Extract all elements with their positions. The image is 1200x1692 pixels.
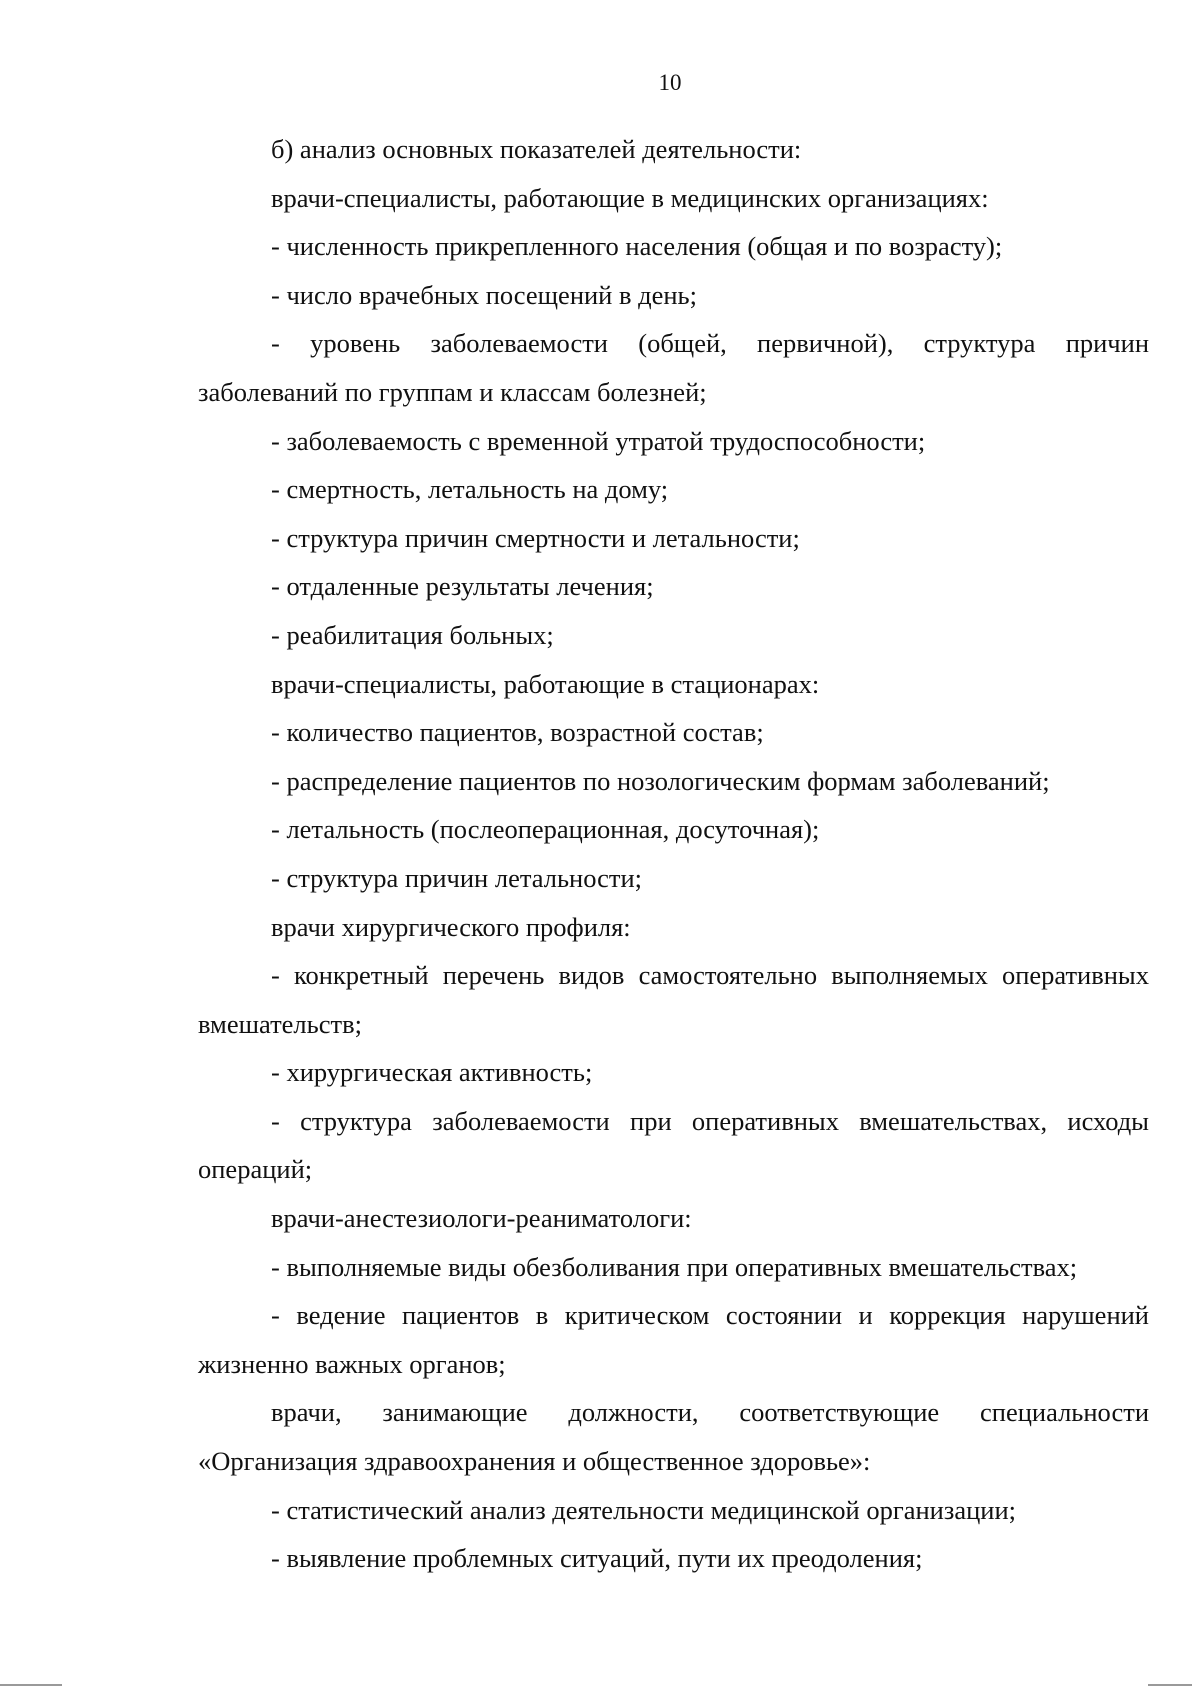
list-item: - структура причин смертности и летальности; bbox=[271, 522, 800, 553]
document-body bbox=[198, 125, 1149, 1583]
list-item: - структура заболеваемости при оперативных вмешательствах, исходы операций; bbox=[198, 1105, 1149, 1185]
list-item: - ведение пациентов в критическом состоянии и коррекция нарушений жизненно важных органов; bbox=[198, 1300, 1149, 1379]
list-item: - численность прикрепленного населения (общая и по возрасту); bbox=[271, 231, 1003, 262]
list-item: - хирургическая активность; bbox=[271, 1057, 593, 1088]
list-item: - число врачебных посещений в день; bbox=[271, 279, 698, 310]
list-item: - заболеваемость с временной утратой трудоспособности; bbox=[271, 425, 926, 456]
list-item: - выявление проблемных ситуаций, пути их преодоления; bbox=[271, 1543, 923, 1574]
list-item: - структура причин летальности; bbox=[271, 862, 643, 893]
list-item: - реабилитация больных; bbox=[271, 619, 554, 650]
scan-artifact-left bbox=[0, 1684, 62, 1686]
scan-artifact-right bbox=[1148, 1684, 1192, 1686]
list-item: - выполняемые виды обезболивания при оперативных вмешательствах; bbox=[271, 1251, 1078, 1282]
paragraph-heading-healthcare-organization: врачи, занимающие должности, соответствующие специальности «Организация здравоохранения и общественное здоровье»: bbox=[198, 1397, 1149, 1477]
list-item: - летальность (послеоперационная, досуточная); bbox=[271, 814, 820, 845]
list-item: - статистический анализ деятельности медицинской организации; bbox=[271, 1494, 1016, 1525]
list-item: - конкретный перечень видов самостоятельно выполняемых оперативных вмешательств; bbox=[198, 960, 1149, 1039]
paragraph-section-b: б) анализ основных показателей деятельности: bbox=[271, 134, 802, 164]
list-item: - смертность, летальность на дому; bbox=[271, 474, 669, 505]
paragraph-heading-hospitals: врачи-специалисты, работающие в стационарах: bbox=[271, 668, 820, 699]
list-item: - количество пациентов, возрастной состав; bbox=[271, 717, 764, 748]
page-number: 10 bbox=[658, 70, 682, 95]
list-item: - распределение пациентов по нозологическим формам заболеваний; bbox=[271, 765, 1050, 796]
paragraph-heading-medical-organizations: врачи-специалисты, работающие в медицинских организациях: bbox=[271, 182, 989, 213]
paragraph-heading-surgical: врачи хирургического профиля: bbox=[271, 911, 631, 942]
paragraph-heading-anesthesiologists: врачи-анестезиологи-реаниматологи: bbox=[271, 1203, 692, 1234]
list-item: - отдаленные результаты лечения; bbox=[271, 571, 654, 602]
list-item: - уровень заболеваемости (общей, первичной), структура причин заболеваний по группам и классам болезней; bbox=[198, 328, 1149, 407]
